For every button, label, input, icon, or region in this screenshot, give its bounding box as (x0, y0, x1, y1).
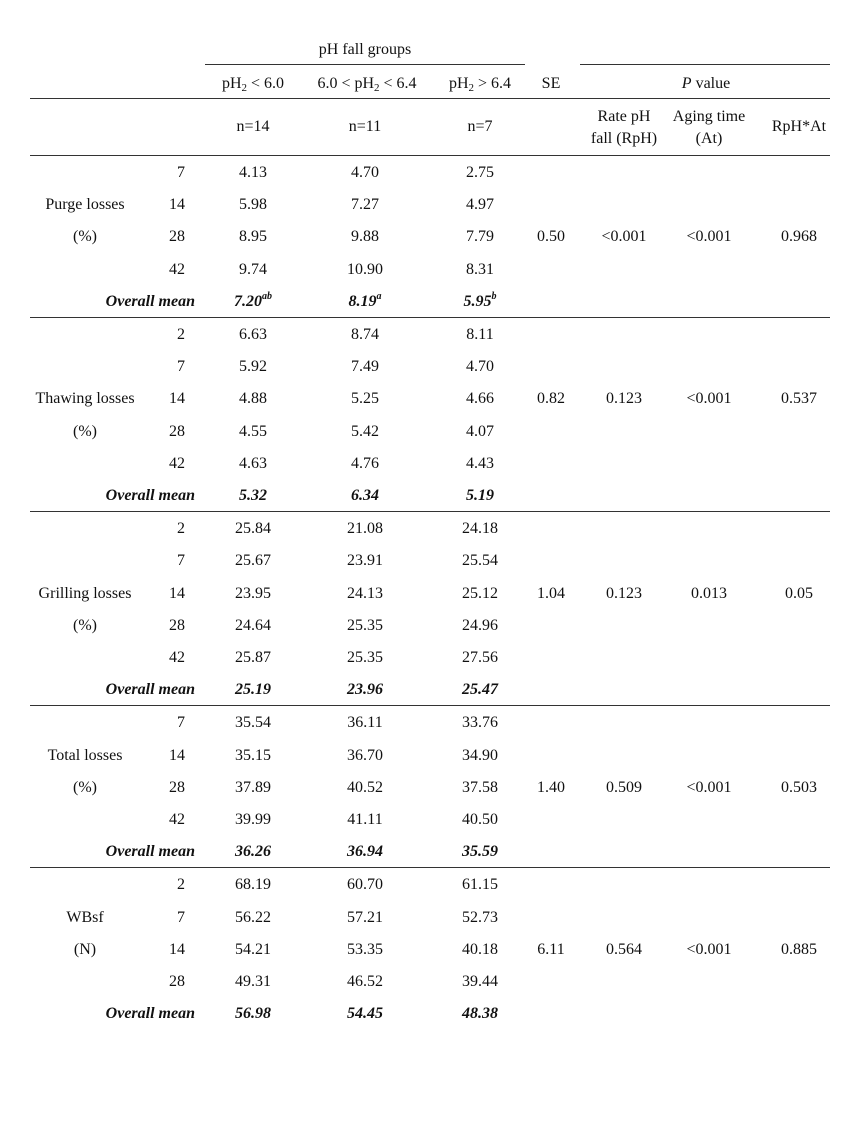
aging-day: 14 (169, 940, 185, 958)
aging-day: 42 (169, 454, 185, 472)
value-group-3: 34.90 (462, 746, 498, 764)
aging-day: 2 (177, 326, 185, 343)
value-group-3: 4.07 (466, 422, 494, 440)
mean-value: 7.20 (234, 292, 262, 310)
p-value-aging-time: <0.001 (686, 228, 732, 246)
value-group-2: 36.11 (347, 714, 383, 732)
p-value-interaction: 0.503 (781, 778, 817, 796)
aging-time-header: Aging time (At) (672, 108, 746, 147)
value-group-3: 24.18 (462, 520, 498, 538)
n-group-3: n=7 (467, 118, 493, 135)
group-header-3: $pH_2 > 6.4$ (448, 75, 512, 94)
mean-superscript: ab (262, 290, 272, 302)
value-group-3: 40.18 (462, 940, 498, 958)
value-group-1: 25.67 (235, 552, 271, 570)
mean-value: 56.98 (235, 1005, 271, 1023)
value-group-2: 36.70 (347, 746, 383, 764)
value-group-1: 5.92 (239, 358, 267, 376)
value-group-3: 8.31 (466, 260, 494, 278)
aging-day: 28 (169, 616, 185, 634)
overall-mean-group-3 (462, 1004, 498, 1024)
value-group-2: 21.08 (347, 520, 383, 538)
measure-unit: (N) (73, 940, 97, 958)
value-group-3: 33.76 (462, 714, 498, 732)
rule-header (30, 98, 830, 99)
overall-mean-group-3 (464, 292, 497, 312)
value-group-2: 10.90 (347, 260, 383, 278)
value-group-3: 39.44 (462, 973, 498, 990)
value-group-2: 53.35 (347, 940, 383, 958)
aging-day: 14 (169, 196, 185, 214)
p-value-rate-ph: 0.123 (606, 584, 642, 602)
value-group-1: 68.19 (235, 876, 271, 894)
value-group-3: 25.54 (462, 552, 498, 570)
rule-groups (205, 64, 525, 65)
value-group-2: 40.52 (347, 778, 383, 796)
mean-value: 6.34 (351, 487, 379, 504)
rule-subheader (30, 155, 830, 156)
group-header-2: $6.0 < pH_2 < 6.4$ (317, 75, 417, 94)
p-value-aging-time: 0.013 (691, 584, 727, 602)
aging-day: 28 (169, 973, 185, 990)
section-divider (30, 511, 830, 512)
overall-mean-group-1 (239, 486, 267, 506)
overall-mean-group-1 (234, 292, 272, 312)
rule-pvalue (580, 64, 830, 65)
value-group-1: 37.89 (235, 778, 271, 796)
p-value-interaction: 0.968 (781, 228, 817, 246)
mean-value: 5.32 (239, 487, 267, 504)
measure-name: WBsf (66, 908, 104, 926)
standard-error: 1.40 (537, 778, 565, 796)
mean-value: 36.26 (235, 843, 271, 861)
value-group-3: 4.43 (466, 454, 494, 472)
overall-mean-group-1 (235, 680, 271, 700)
mean-value: 23.96 (347, 681, 383, 699)
aging-day: 42 (169, 649, 185, 666)
measure-name: Purge losses (45, 196, 125, 214)
value-group-2: 25.35 (347, 616, 383, 634)
measure-name: Grilling losses (38, 584, 132, 602)
overall-mean-group-1 (235, 1004, 271, 1024)
value-group-2: 5.25 (351, 390, 379, 408)
p-value-interaction: 0.537 (781, 390, 817, 408)
value-group-3: 8.11 (466, 326, 494, 343)
aging-day: 7 (177, 908, 185, 926)
value-group-1: 25.84 (235, 520, 271, 538)
mean-value: 54.45 (347, 1005, 383, 1023)
aging-day: 7 (177, 552, 185, 570)
measure-name: Total losses (47, 746, 123, 764)
value-group-1: 25.87 (235, 649, 271, 666)
aging-day: 14 (169, 584, 185, 602)
overall-mean-group-2 (349, 292, 382, 312)
aging-day: 7 (177, 714, 185, 732)
aging-day: 28 (169, 228, 185, 246)
overall-mean-group-2 (347, 680, 383, 700)
n-group-2: n=11 (348, 118, 382, 135)
overall-mean-label: Overall mean (105, 292, 195, 310)
value-group-3: 27.56 (462, 649, 498, 666)
overall-mean-label: Overall mean (105, 681, 195, 699)
aging-day: 14 (169, 390, 185, 408)
value-group-1: 23.95 (235, 584, 271, 602)
value-group-3: 7.79 (466, 228, 494, 246)
section-divider (30, 867, 830, 868)
value-group-3: 4.97 (466, 196, 494, 214)
value-group-1: 24.64 (235, 616, 271, 634)
value-group-2: 8.74 (351, 326, 379, 343)
aging-day: 42 (169, 260, 185, 278)
n-group-1: n=14 (236, 118, 270, 135)
overall-mean-group-2 (347, 842, 383, 862)
aging-day: 2 (177, 520, 185, 538)
value-group-3: 61.15 (462, 876, 498, 894)
value-group-1: 56.22 (235, 908, 271, 926)
measure-unit: (%) (73, 228, 97, 246)
mean-superscript: b (491, 290, 497, 302)
mean-value: 36.94 (347, 843, 383, 861)
standard-error: 0.82 (537, 390, 565, 408)
p-value-rate-ph: 0.123 (606, 390, 642, 408)
aging-day: 42 (169, 811, 185, 828)
overall-mean-group-2 (351, 486, 379, 506)
mean-value: 5.19 (466, 487, 494, 504)
p-value-interaction: 0.05 (785, 584, 813, 602)
interaction-header: RpH*At (771, 118, 827, 135)
overall-mean-group-3 (466, 486, 494, 506)
p-value-rate-ph: 0.564 (606, 940, 642, 958)
overall-mean-group-3 (462, 680, 498, 700)
section-divider (30, 317, 830, 318)
value-group-2: 4.76 (351, 454, 379, 472)
value-group-3: 37.58 (462, 778, 498, 796)
section-divider (30, 705, 830, 706)
mean-superscript: a (376, 290, 382, 302)
pvalue-header: P value (681, 75, 731, 92)
measure-unit: (%) (73, 778, 97, 796)
value-group-1: 49.31 (235, 973, 271, 990)
measure-name: Thawing losses (35, 390, 135, 408)
aging-day: 2 (177, 876, 185, 894)
value-group-1: 8.95 (239, 228, 267, 246)
value-group-2: 23.91 (347, 552, 383, 570)
aging-day: 28 (169, 778, 185, 796)
mean-value: 25.47 (462, 681, 498, 699)
value-group-2: 24.13 (347, 584, 383, 602)
value-group-2: 7.49 (351, 358, 379, 376)
value-group-3: 4.66 (466, 390, 494, 408)
standard-error: 0.50 (537, 228, 565, 246)
value-group-2: 41.11 (347, 811, 383, 828)
value-group-1: 9.74 (239, 260, 267, 278)
p-value-rate-ph: 0.509 (606, 778, 642, 796)
p-value-aging-time: <0.001 (686, 390, 732, 408)
overall-mean-label: Overall mean (105, 1005, 195, 1023)
aging-day: 14 (169, 746, 185, 764)
mean-value: 35.59 (462, 843, 498, 861)
value-group-1: 35.15 (235, 746, 271, 764)
value-group-1: 54.21 (235, 940, 271, 958)
mean-value: 8.19 (348, 292, 377, 310)
value-group-2: 9.88 (351, 228, 379, 246)
value-group-1: 4.63 (239, 454, 267, 472)
group-title: pH fall groups (318, 41, 412, 58)
value-group-2: 25.35 (347, 649, 383, 666)
value-group-1: 5.98 (239, 196, 267, 214)
overall-mean-group-3 (462, 842, 498, 862)
value-group-2: 5.42 (351, 422, 379, 440)
overall-mean-group-1 (235, 842, 271, 862)
aging-day: 7 (177, 164, 185, 181)
overall-mean-group-2 (347, 1004, 383, 1024)
value-group-2: 60.70 (347, 876, 383, 894)
value-group-1: 4.88 (239, 390, 267, 408)
value-group-1: 4.13 (239, 164, 267, 181)
value-group-3: 25.12 (462, 584, 498, 602)
mean-value: 48.38 (462, 1005, 498, 1023)
rate-ph-header: Rate pH fall (RpH) (590, 108, 658, 147)
standard-error: 1.04 (537, 584, 565, 602)
mean-value: 5.95 (463, 292, 492, 310)
group-header-1: $pH_2 < 6.0$ (221, 75, 285, 94)
value-group-1: 39.99 (235, 811, 271, 828)
aging-day: 28 (169, 422, 185, 440)
value-group-3: 2.75 (466, 164, 494, 181)
p-value-interaction: 0.885 (781, 940, 817, 958)
overall-mean-label: Overall mean (105, 487, 195, 504)
p-value-rate-ph: <0.001 (601, 228, 647, 246)
value-group-2: 46.52 (347, 973, 383, 990)
value-group-1: 4.55 (239, 422, 267, 440)
mean-value: 25.19 (235, 681, 271, 699)
p-value-aging-time: <0.001 (686, 778, 732, 796)
aging-day: 7 (177, 358, 185, 376)
standard-error: 6.11 (537, 940, 565, 958)
se-header: SE (541, 75, 561, 92)
value-group-2: 7.27 (351, 196, 379, 214)
overall-mean-label: Overall mean (105, 843, 195, 861)
value-group-2: 57.21 (347, 908, 383, 926)
value-group-3: 40.50 (462, 811, 498, 828)
measure-unit: (%) (73, 616, 97, 634)
value-group-1: 6.63 (239, 326, 267, 343)
measure-unit: (%) (73, 422, 97, 440)
value-group-3: 52.73 (462, 908, 498, 926)
value-group-3: 4.70 (466, 358, 494, 376)
value-group-1: 35.54 (235, 714, 271, 732)
value-group-3: 24.96 (462, 616, 498, 634)
value-group-2: 4.70 (351, 164, 379, 181)
p-value-aging-time: <0.001 (686, 940, 732, 958)
